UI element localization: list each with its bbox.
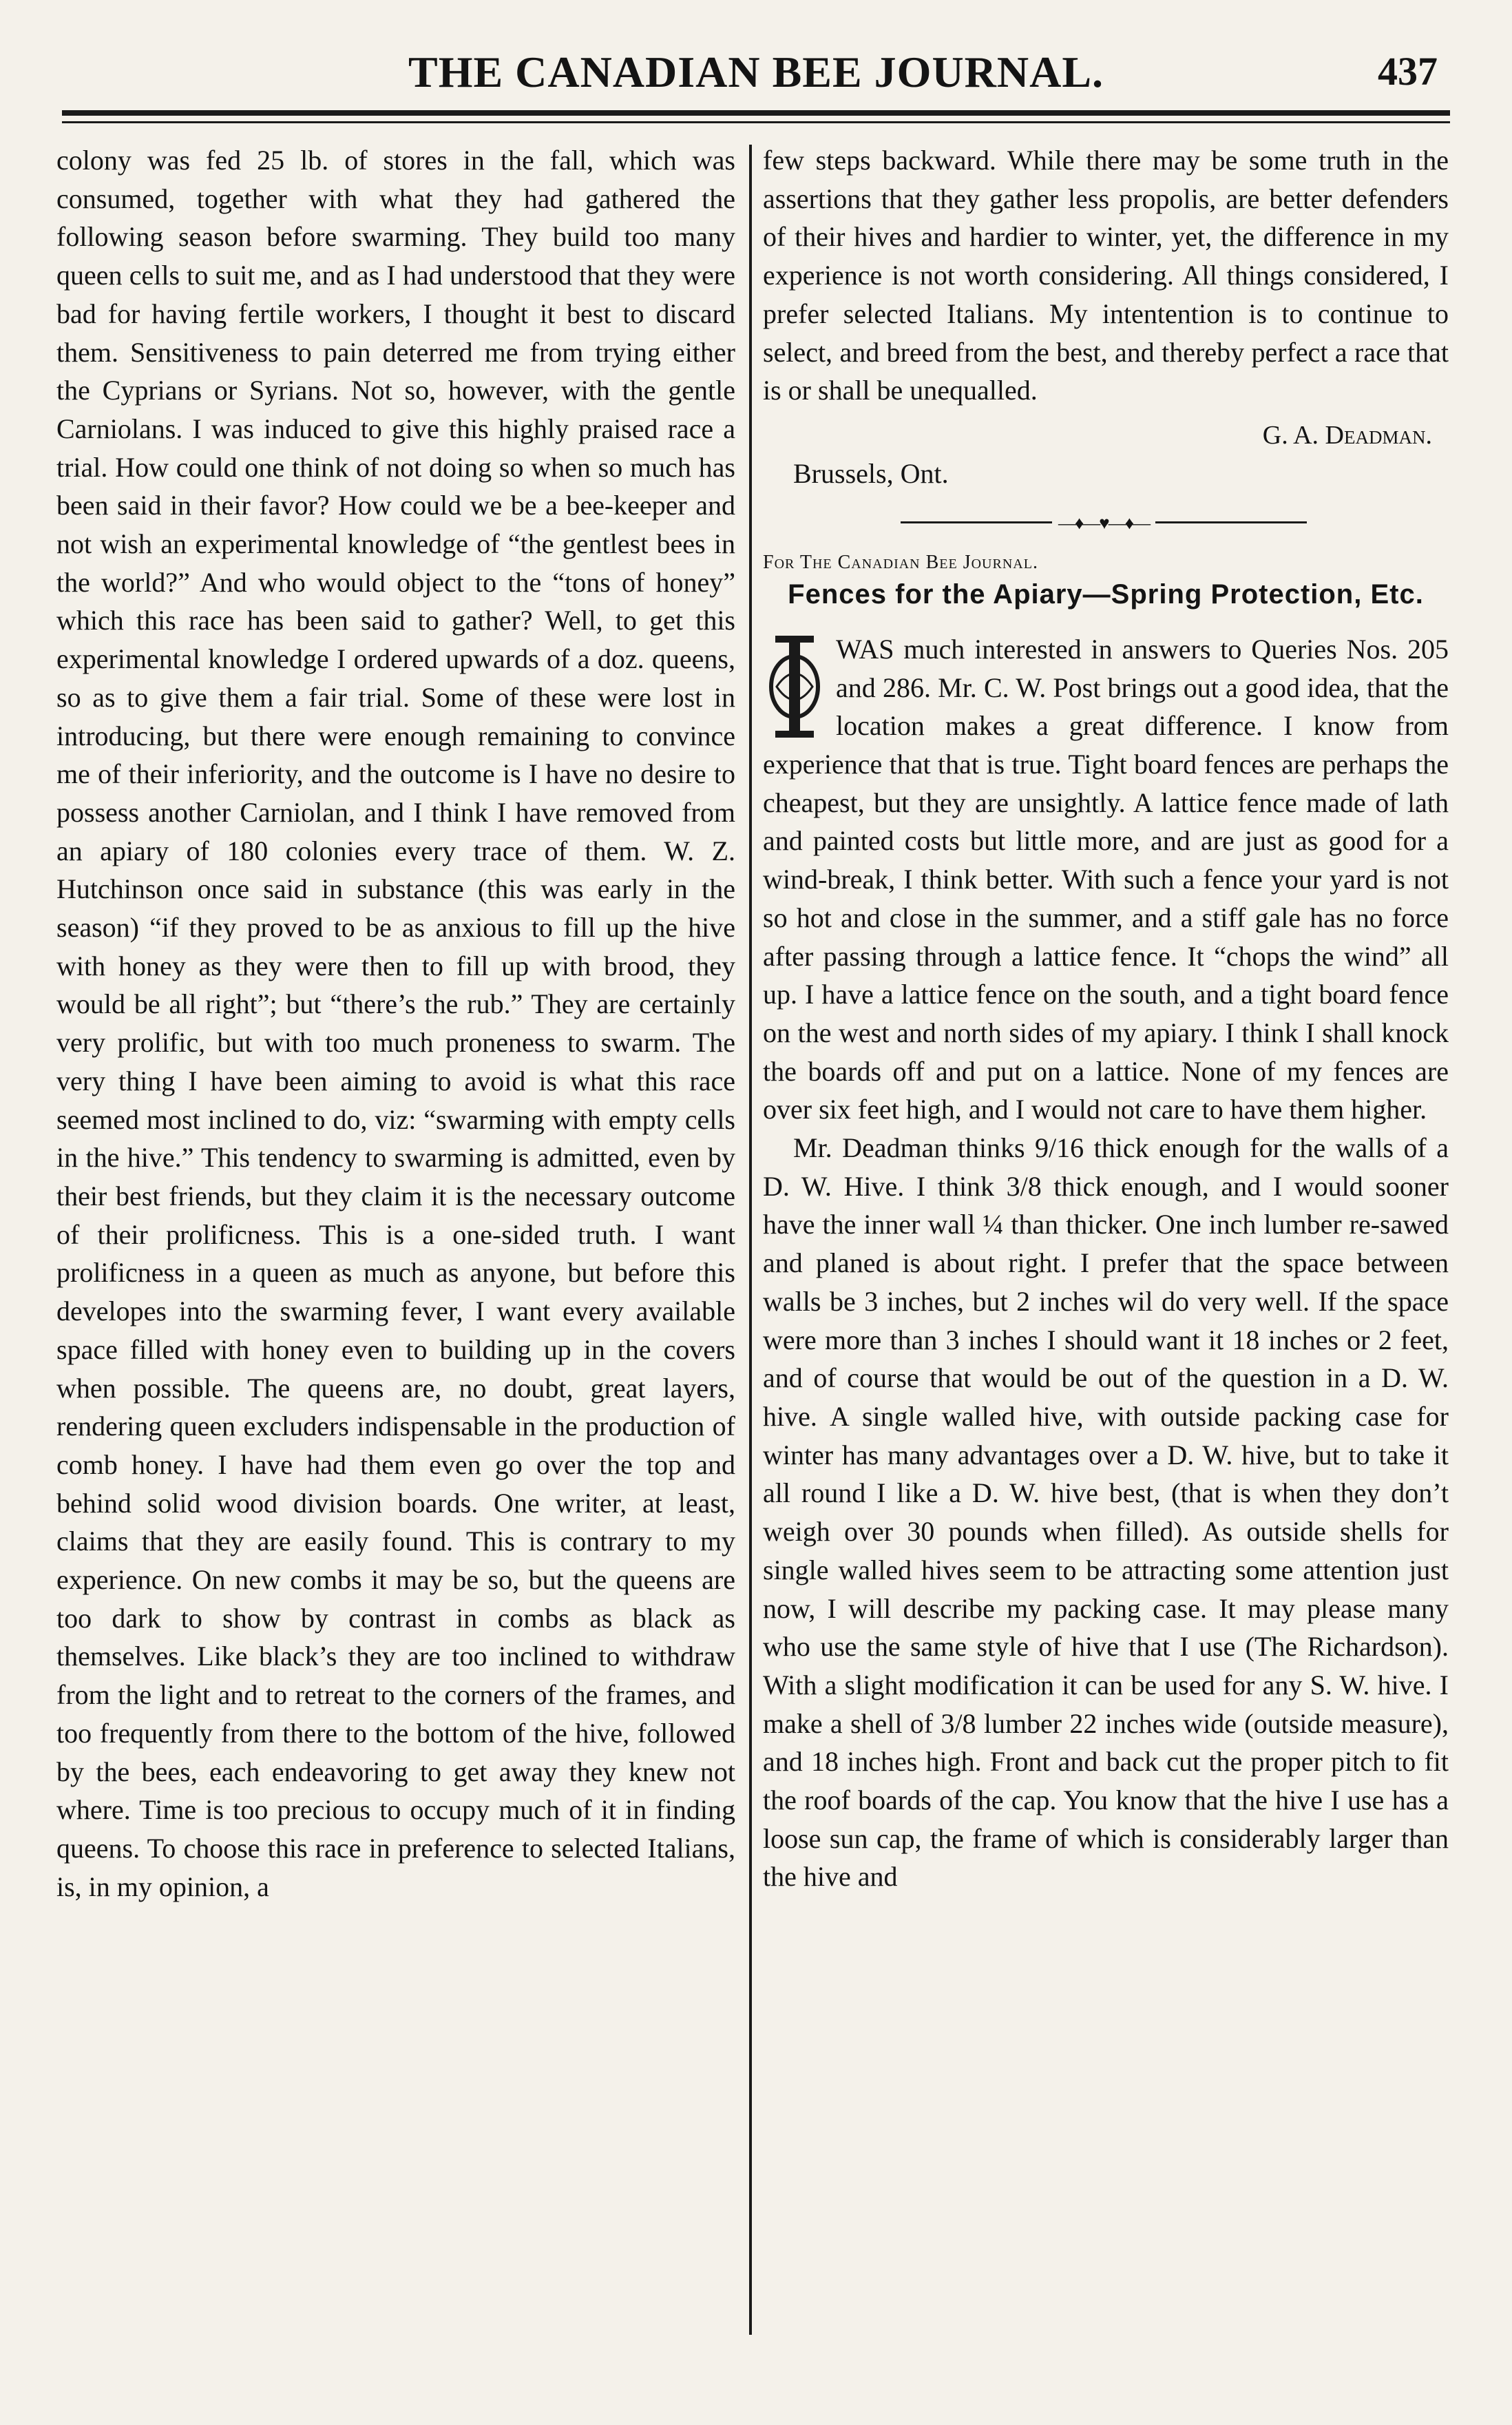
article-body <box>763 630 1449 1129</box>
right-column <box>763 141 1449 1896</box>
header-rule-thick <box>62 110 1450 116</box>
drop-cap-letter <box>763 633 826 740</box>
journal-title: THE CANADIAN BEE JOURNAL. <box>408 48 1104 96</box>
continued-paragraph: few steps backward. While there may be some truth in the assertions that they gather less propolis, are better defenders of their hives and hardier to winter, yet, the difference in my experience is not worth considering. All things considered, I prefer selected Italians. My intentention is to continue to select, and breed from the best, and thereby perfect a race that is or shall be unequalled. <box>763 145 1449 406</box>
header-rule-thin <box>62 121 1450 123</box>
drop-cap <box>763 633 826 740</box>
article-paragraph-2: Mr. Deadman thinks 9/16 thick enough for the walls of a D. W. Hive. I think 3/8 thick enough, and I would sooner have the inner wall ¼ than thicker. One inch lumber re-sawed and planed is about right. I prefer that the space between walls be 3 inches, but 2 inches wil do very well. If the space were more than 3 inches I should want it 18 inches or 2 feet, and of course that would be out of the question in a D. W. hive. A single walled hive, with outside packing case for winter has many advantages over a D. W. hive, but to take it all round I like a D. W. hive best, (that is when they don’t weigh over 30 pounds when filled). As outside shells for single walled hives seem to be attracting some attention just now, I will describe my packing case. It may please many who use the same style of hive that I use (The Richardson). With a slight modification it can be used for any S. W. hive. I make a shell of 3/8 lumber 22 inches wide (outside measure), and 18 inches high. Front and back cut the proper pitch to fit the roof boards of the cap. You know that the hive I use has a loose sun cap, the frame of which is considerably larger than the hive and <box>763 1132 1449 1893</box>
left-column <box>56 141 735 1906</box>
author-location: Brussels, Ont. <box>793 457 949 489</box>
column-divider <box>749 145 752 2335</box>
page-header <box>62 40 1450 116</box>
source-line: For The Canadian Bee Journal. <box>763 551 1038 573</box>
author-signature: G. A. Deadman. <box>1262 420 1432 450</box>
separator-ornament: —♦—♥—♦— <box>1052 513 1155 534</box>
page-number: 437 <box>1378 49 1438 94</box>
article-title: Fences for the Apiary—Spring Protection, Etc. <box>788 579 1424 610</box>
left-column-text: colony was fed 25 lb. of stores in the fall, which was consumed, together with what they had gathered the following season before swarming. They build too many queen cells to suit me, and as I had understood that they were bad for having fertile workers, I thought it best to discard them. Sensitiveness to pain deterred me from trying either the Cyprians or Syrians. Not so, however, with the gentle Carniolans. I was induced to give this highly praised race a trial. How could one think of not doing so when so much has been said in their favor? How could we be a bee-keeper and not wish an experimental knowledge of “the gentlest bees in the world?” And who would object to the “tons of honey” which this race has been said to gather? Well, to get this experimental knowledge I ordered upwards of a doz. queens, so as to give them a fair trial. Some of these were lost in introducing, but there were enough remaining to convince me of their inferiority, and the outcome is I have no desire to possess another Carniolan, and I think I have removed from an apiary of 180 colonies every trace of them. W. Z. Hutchinson once said in substance (this was early in the season) “if they proved to be as anxious to fill up the hive with honey as they were then to fill up with brood, they would be all right”; but “there’s the rub.” They are certainly very prolific, but with too much proneness to swarm. The very thing I have been aiming to avoid is what this race seemed most inclined to do, viz: “swarming with empty cells in the hive.” This tendency to swarming is admitted, even by their best friends, but they claim it is the necessary outcome of their prolificness. This is a one-sided truth. I want prolificness in a queen as much as anyone, but before this developes into the swarming fever, I want every available space filled with honey even to building up in the covers when possible. The queens are, no doubt, great layers, rendering queen excluders indispensable in the production of comb honey. I have had them even go over the top and behind solid wood division boards. One writer, at least, claims that they are easily found. This is contrary to my experience. On new combs it may be so, but the queens are too dark to show by contrast in combs as black as themselves. Like black’s they are too inclined to withdraw from the light and to retreat to the corners of the frames, and too frequently from there to the bottom of the hive, followed by the bees, each endeavoring to get away they knew not where. Time is too precious to occupy much of it in finding queens. To choose this race in preference to selected Italians, is, in my opinion, a <box>56 145 735 1902</box>
section-separator <box>763 509 1449 537</box>
article-paragraph-1: WAS much interested in answers to Queries Nos. 205 and 286. Mr. C. W. Post brings out a good idea, that the location makes a great difference. I know from experience that that is true. Tight board fences are perhaps the cheapest, but they are unsightly. A lattice fence made of lath and painted costs but little more, and are just as good for a wind-break, I think better. With such a fence your yard is not so hot and close in the summer, and a stiff gale has no force after passing through a lattice fence. It “chops the wind” all up. I have a lattice fence on the south, and a tight board fence on the west and north sides of my apiary. I think I shall knock the boards off and put on a lattice. None of my fences are over six feet high, and I would not care to have them higher. <box>763 633 1449 1125</box>
